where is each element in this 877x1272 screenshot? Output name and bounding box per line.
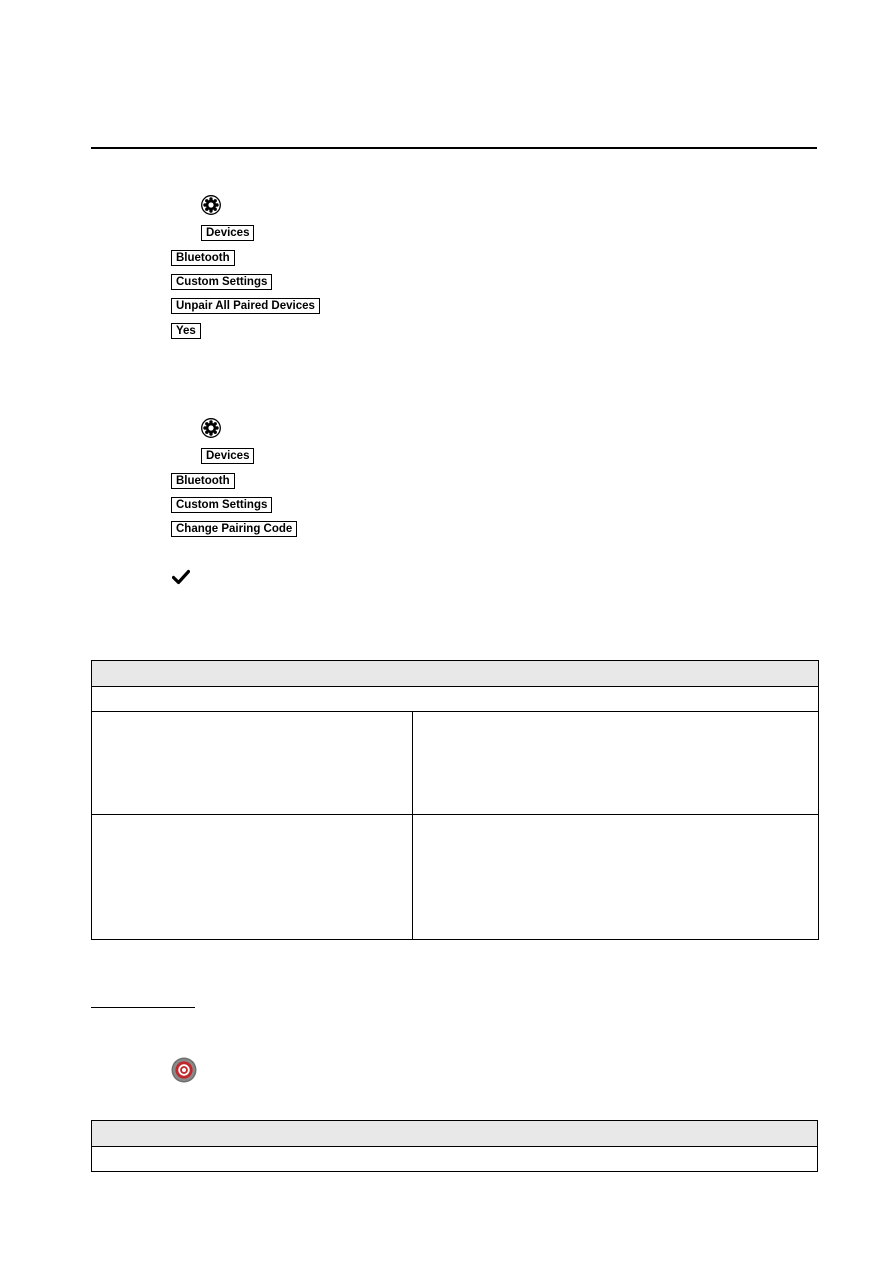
section-link-underline: [91, 1007, 195, 1008]
info-table: [91, 660, 819, 940]
custom-settings-button: Custom Settings: [171, 274, 272, 290]
table-row: [92, 1147, 818, 1172]
gear-icon: [201, 418, 221, 438]
bluetooth-button: Bluetooth: [171, 250, 235, 266]
table-cell: [92, 712, 413, 815]
unpair-all-paired-devices-button: Unpair All Paired Devices: [171, 298, 320, 314]
table-header-row: [92, 1121, 818, 1147]
table-cell: [92, 815, 413, 940]
info-table: [91, 1120, 818, 1172]
table-row: [92, 687, 819, 712]
table-header-row: [92, 661, 819, 687]
change-pairing-code-button: Change Pairing Code: [171, 521, 297, 537]
section-divider: [91, 147, 817, 149]
custom-settings-button: Custom Settings: [171, 497, 272, 513]
table-cell: [413, 712, 819, 815]
yes-button: Yes: [171, 323, 201, 339]
gear-icon: [201, 195, 221, 215]
table-cell: [413, 815, 819, 940]
record-button-icon: [171, 1057, 197, 1083]
bluetooth-button: Bluetooth: [171, 473, 235, 489]
devices-button: Devices: [201, 225, 254, 241]
checkmark-icon: [172, 569, 190, 585]
devices-button: Devices: [201, 448, 254, 464]
